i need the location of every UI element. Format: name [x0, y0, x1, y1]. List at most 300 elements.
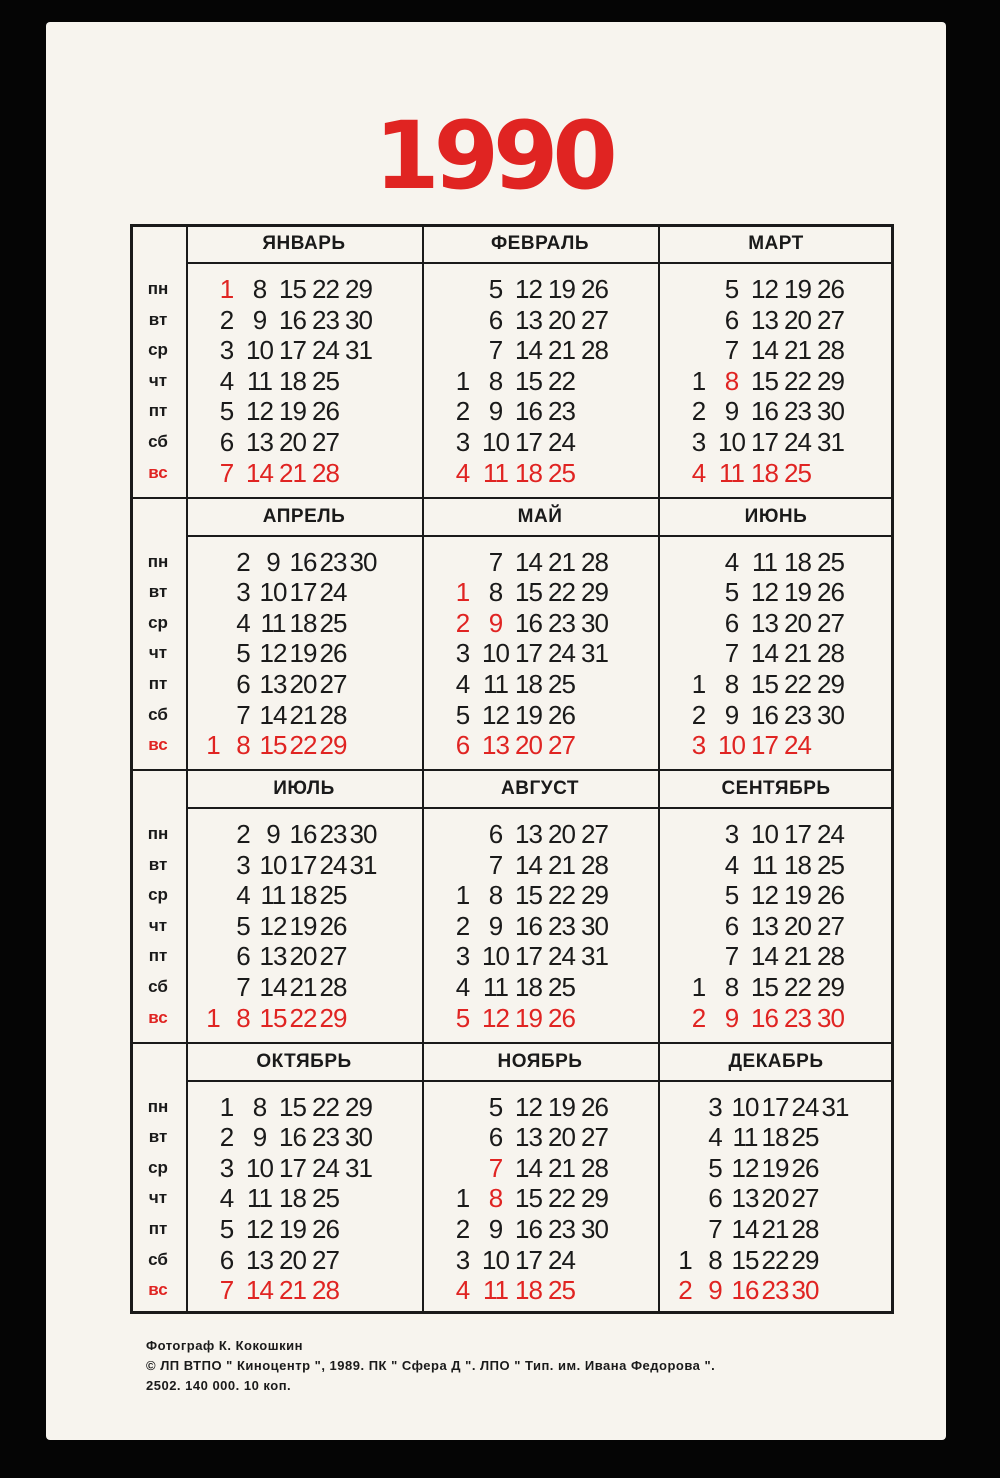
day-cell: 13 — [246, 1244, 273, 1275]
day-cell: 12 — [751, 274, 778, 304]
day-cell: 28 — [581, 546, 608, 577]
day-cell: 30 — [349, 819, 377, 849]
day-cell: 6 — [455, 730, 470, 761]
day-cell: 9 — [488, 396, 503, 427]
day-cell: 22 — [548, 880, 575, 911]
day-cell: 26 — [817, 274, 844, 304]
day-cell: 23 — [548, 396, 575, 427]
day-cell: 1 — [455, 1183, 470, 1214]
day-cell: 28 — [817, 638, 844, 669]
day-cell: 14 — [246, 1275, 273, 1306]
day-cell: 30 — [581, 607, 608, 638]
day-cell: 29 — [581, 577, 608, 608]
day-cell: 28 — [312, 457, 339, 488]
day-cell: 5 — [455, 1002, 470, 1033]
day-cell: 13 — [246, 427, 273, 457]
day-cell: 9 — [724, 699, 739, 730]
day-cell: 6 — [219, 1244, 234, 1275]
day-cell: 15 — [515, 1183, 542, 1214]
day-cell: 25 — [784, 457, 811, 488]
day-cell: 6 — [236, 941, 250, 972]
day-cell: 5 — [236, 910, 250, 941]
weekday-label-1: вт — [148, 1127, 168, 1147]
month-title: СЕНТЯБРЬ — [721, 778, 831, 799]
day-cell: 6 — [488, 1122, 503, 1153]
day-cell: 20 — [279, 427, 306, 457]
day-cell: 23 — [548, 910, 575, 941]
weekday-label-1: вт — [148, 582, 168, 602]
day-cell: 28 — [791, 1213, 819, 1244]
month-title: ОКТЯБРЬ — [256, 1050, 352, 1072]
day-cell: 26 — [548, 699, 575, 730]
day-cell: 23 — [784, 1002, 811, 1033]
day-cell: 7 — [219, 1275, 234, 1306]
day-cell: 18 — [784, 849, 811, 880]
day-cell: 25 — [312, 365, 339, 396]
day-cell: 17 — [784, 819, 811, 849]
day-cell: 10 — [718, 427, 745, 457]
day-cell: 30 — [581, 910, 608, 941]
day-cell: 2 — [678, 1275, 692, 1306]
day-cell: 21 — [761, 1213, 789, 1244]
day-cell: 14 — [751, 638, 778, 669]
day-cell: 26 — [817, 880, 844, 911]
footer-credits — [146, 1336, 946, 1396]
day-cell: 17 — [751, 730, 778, 761]
day-cell: 8 — [236, 730, 250, 761]
day-cell: 3 — [691, 730, 706, 761]
day-cell: 13 — [515, 819, 542, 849]
day-cell: 2 — [691, 396, 706, 427]
day-cell: 13 — [259, 941, 287, 972]
day-cell: 19 — [784, 880, 811, 911]
day-cell: 10 — [482, 638, 509, 669]
day-cell: 24 — [312, 335, 339, 366]
day-cell: 8 — [724, 365, 739, 396]
weekday-label-6: вс — [148, 1280, 168, 1300]
day-cell: 8 — [488, 577, 503, 608]
day-cell: 26 — [312, 396, 339, 427]
day-cell: 2 — [455, 1213, 470, 1244]
day-cell: 19 — [548, 274, 575, 304]
day-cell: 21 — [548, 1152, 575, 1183]
day-cell: 15 — [259, 730, 287, 761]
day-cell: 3 — [455, 638, 470, 669]
month-title: АВГУСТ — [501, 778, 579, 799]
day-cell: 9 — [724, 1002, 739, 1033]
day-cell: 16 — [289, 819, 317, 849]
day-cell: 1 — [219, 274, 234, 304]
day-cell: 4 — [219, 365, 234, 396]
weekday-label-0: пн — [147, 279, 169, 298]
day-cell: 30 — [817, 699, 844, 730]
day-cell: 12 — [482, 699, 509, 730]
day-cell: 12 — [515, 274, 542, 304]
weekday-label-4: пт — [148, 1218, 168, 1238]
day-cell: 7 — [488, 1152, 503, 1183]
day-cell: 5 — [724, 274, 739, 304]
day-cell: 31 — [581, 638, 608, 669]
day-cell: 25 — [791, 1122, 819, 1153]
day-cell: 8 — [488, 1183, 503, 1214]
weekday-label-5: сб — [148, 977, 168, 996]
day-cell: 3 — [708, 1091, 722, 1122]
day-cell: 22 — [784, 365, 811, 396]
day-cell: 8 — [724, 972, 739, 1002]
day-cell: 22 — [312, 274, 339, 304]
day-cell: 12 — [482, 1002, 509, 1033]
day-cell: 16 — [515, 396, 542, 427]
day-cell: 6 — [488, 304, 503, 335]
day-cell: 16 — [515, 1213, 542, 1244]
day-cell: 7 — [708, 1213, 722, 1244]
day-cell: 8 — [488, 880, 503, 911]
day-cell: 27 — [548, 730, 575, 761]
day-cell: 16 — [515, 607, 542, 638]
day-cell: 6 — [724, 607, 739, 638]
day-cell: 15 — [279, 274, 306, 304]
day-cell: 6 — [236, 668, 250, 699]
day-cell: 7 — [724, 335, 739, 366]
day-cell: 29 — [581, 1183, 608, 1214]
day-cell: 4 — [724, 849, 739, 880]
day-cell: 29 — [319, 730, 347, 761]
day-cell: 12 — [751, 880, 778, 911]
day-cell: 14 — [259, 699, 287, 730]
day-cell: 20 — [784, 304, 811, 335]
day-cell: 3 — [219, 1152, 234, 1183]
day-cell: 30 — [345, 304, 372, 335]
day-cell: 27 — [581, 819, 608, 849]
weekday-label-5: сб — [148, 1249, 168, 1269]
day-cell: 27 — [791, 1183, 819, 1214]
day-cell: 10 — [259, 577, 287, 608]
day-cell: 18 — [279, 1183, 306, 1214]
day-cell: 10 — [259, 849, 287, 880]
day-cell: 9 — [266, 546, 280, 577]
month-title: МАЙ — [517, 505, 563, 527]
day-cell: 18 — [751, 457, 778, 488]
weekday-label-3: чт — [148, 915, 168, 935]
day-cell: 30 — [817, 1002, 844, 1033]
day-cell: 3 — [219, 335, 234, 366]
day-cell: 28 — [581, 335, 608, 366]
day-cell: 9 — [266, 819, 280, 849]
day-cell: 10 — [718, 730, 745, 761]
day-cell: 1 — [206, 730, 220, 761]
day-cell: 17 — [279, 335, 306, 366]
publisher-credit: © ЛП ВТПО " Киноцентр ", 1989. ПК " Сфера Д ". ЛПО " Тип. им. Ивана Федорова ". — [146, 1358, 716, 1373]
day-cell: 20 — [761, 1183, 789, 1214]
day-cell: 24 — [817, 819, 844, 849]
day-cell: 26 — [791, 1152, 819, 1183]
day-cell: 25 — [548, 668, 575, 699]
day-cell: 19 — [279, 1213, 306, 1244]
day-cell: 29 — [817, 668, 844, 699]
day-cell: 25 — [817, 546, 844, 577]
day-cell: 23 — [319, 819, 347, 849]
weekday-label-1: вт — [148, 854, 168, 874]
day-cell: 17 — [515, 638, 542, 669]
day-cell: 23 — [761, 1275, 789, 1306]
day-cell: 10 — [246, 1152, 273, 1183]
day-cell: 25 — [548, 1275, 575, 1306]
photographer-credit: Фотограф К. Кокошкин — [146, 1338, 303, 1353]
day-cell: 7 — [219, 457, 234, 488]
day-cell: 14 — [515, 546, 542, 577]
day-cell: 28 — [312, 1275, 339, 1306]
day-cell: 31 — [345, 335, 372, 366]
day-cell: 13 — [751, 910, 778, 941]
day-cell: 6 — [219, 427, 234, 457]
day-cell: 1 — [206, 1002, 220, 1033]
day-cell: 15 — [751, 972, 778, 1002]
day-cell: 13 — [751, 304, 778, 335]
day-cell: 14 — [751, 941, 778, 972]
day-cell: 11 — [483, 668, 508, 699]
day-cell: 15 — [279, 1091, 306, 1122]
year-title: 1990 — [374, 102, 612, 211]
month-title: ФЕВРАЛЬ — [490, 233, 590, 254]
day-cell: 2 — [219, 1122, 234, 1153]
day-cell: 26 — [548, 1002, 575, 1033]
day-cell: 5 — [724, 577, 739, 608]
weekday-label-6: вс — [148, 735, 168, 755]
day-cell: 24 — [548, 941, 575, 972]
day-cell: 27 — [312, 427, 339, 457]
day-cell: 3 — [455, 427, 470, 457]
day-cell: 15 — [515, 880, 542, 911]
day-cell: 31 — [821, 1091, 849, 1122]
day-cell: 22 — [548, 577, 575, 608]
day-cell: 22 — [548, 365, 575, 396]
day-cell: 12 — [751, 577, 778, 608]
day-cell: 11 — [260, 607, 286, 638]
day-cell: 2 — [691, 1002, 706, 1033]
day-cell: 27 — [319, 668, 347, 699]
day-cell: 20 — [515, 730, 542, 761]
day-cell: 26 — [817, 577, 844, 608]
day-cell: 19 — [279, 396, 306, 427]
day-cell: 3 — [236, 849, 250, 880]
day-cell: 8 — [724, 668, 739, 699]
day-cell: 20 — [548, 1122, 575, 1153]
day-cell: 12 — [515, 1091, 542, 1122]
day-cell: 24 — [548, 1244, 575, 1275]
day-cell: 24 — [791, 1091, 819, 1122]
weekday-label-4: пт — [148, 401, 168, 421]
day-cell: 5 — [724, 880, 739, 911]
day-cell: 20 — [784, 607, 811, 638]
day-cell: 26 — [312, 1213, 339, 1244]
month-header-divider — [186, 1080, 894, 1082]
day-cell: 19 — [784, 274, 811, 304]
day-cell: 8 — [236, 1002, 250, 1033]
day-cell: 9 — [488, 910, 503, 941]
day-cell: 4 — [236, 607, 250, 638]
day-cell: 31 — [817, 427, 844, 457]
day-cell: 2 — [455, 910, 470, 941]
month-header-divider — [186, 262, 894, 264]
day-cell: 21 — [548, 849, 575, 880]
day-cell: 11 — [752, 546, 777, 577]
day-cell: 15 — [259, 1002, 287, 1033]
day-cell: 2 — [219, 304, 234, 335]
day-cell: 2 — [455, 607, 470, 638]
day-cell: 23 — [312, 304, 339, 335]
month-title: ДЕКАБРЬ — [728, 1050, 824, 1072]
day-cell: 21 — [279, 457, 306, 488]
day-cell: 23 — [548, 1213, 575, 1244]
day-cell: 10 — [482, 1244, 509, 1275]
day-cell: 17 — [515, 941, 542, 972]
weekday-label-2: ср — [148, 885, 168, 905]
day-cell: 16 — [751, 396, 778, 427]
day-cell: 21 — [289, 699, 317, 730]
day-cell: 18 — [515, 457, 542, 488]
day-cell: 26 — [319, 910, 347, 941]
day-cell: 5 — [236, 638, 250, 669]
day-cell: 5 — [488, 1091, 503, 1122]
weekday-label-4: пт — [148, 946, 168, 966]
day-cell: 24 — [312, 1152, 339, 1183]
day-cell: 1 — [219, 1091, 234, 1122]
day-cell: 3 — [455, 1244, 470, 1275]
day-cell: 13 — [751, 607, 778, 638]
day-cell: 30 — [345, 1122, 372, 1153]
weekday-label-6: вс — [148, 462, 168, 482]
day-cell: 7 — [488, 335, 503, 366]
day-cell: 26 — [581, 1091, 608, 1122]
day-cell: 15 — [515, 365, 542, 396]
day-cell: 18 — [289, 880, 317, 911]
day-cell: 1 — [455, 577, 470, 608]
day-cell: 20 — [289, 941, 317, 972]
month-title: ИЮНЬ — [744, 505, 808, 527]
day-cell: 17 — [289, 577, 317, 608]
day-cell: 24 — [548, 638, 575, 669]
day-cell: 25 — [548, 972, 575, 1002]
day-cell: 5 — [219, 1213, 234, 1244]
day-cell: 18 — [761, 1122, 789, 1153]
day-cell: 11 — [483, 972, 508, 1002]
day-cell: 29 — [817, 365, 844, 396]
day-cell: 16 — [279, 1122, 306, 1153]
day-cell: 19 — [515, 699, 542, 730]
day-cell: 14 — [515, 849, 542, 880]
day-cell: 28 — [581, 849, 608, 880]
day-cell: 21 — [784, 335, 811, 366]
day-cell: 27 — [817, 607, 844, 638]
day-cell: 4 — [455, 972, 470, 1002]
day-cell: 7 — [724, 941, 739, 972]
day-cell: 12 — [246, 1213, 273, 1244]
quarter-divider — [130, 1042, 894, 1044]
day-cell: 25 — [312, 1183, 339, 1214]
day-cell: 7 — [236, 699, 250, 730]
day-cell: 9 — [252, 1122, 267, 1153]
day-cell: 18 — [515, 972, 542, 1002]
day-cell: 24 — [319, 849, 347, 880]
day-cell: 9 — [488, 1213, 503, 1244]
day-cell: 12 — [259, 638, 287, 669]
month-title: АПРЕЛЬ — [262, 505, 346, 527]
day-cell: 3 — [236, 577, 250, 608]
day-cell: 18 — [515, 1275, 542, 1306]
weekday-label-3: чт — [148, 643, 168, 663]
month-title: МАРТ — [748, 233, 804, 254]
day-cell: 21 — [548, 335, 575, 366]
day-cell: 20 — [289, 668, 317, 699]
day-cell: 20 — [279, 1244, 306, 1275]
day-cell: 16 — [515, 910, 542, 941]
day-cell: 8 — [252, 274, 267, 304]
day-cell: 19 — [784, 577, 811, 608]
day-cell: 1 — [455, 880, 470, 911]
day-cell: 25 — [548, 457, 575, 488]
day-cell: 29 — [345, 274, 372, 304]
day-cell: 14 — [515, 1152, 542, 1183]
day-cell: 22 — [761, 1244, 789, 1275]
day-cell: 7 — [488, 849, 503, 880]
day-cell: 10 — [482, 941, 509, 972]
day-cell: 2 — [236, 819, 250, 849]
day-cell: 5 — [219, 396, 234, 427]
day-cell: 4 — [455, 668, 470, 699]
day-cell: 5 — [488, 274, 503, 304]
quarter-divider — [130, 769, 894, 771]
day-cell: 14 — [259, 972, 287, 1002]
day-cell: 28 — [319, 699, 347, 730]
day-cell: 19 — [548, 1091, 575, 1122]
day-cell: 11 — [483, 457, 508, 488]
day-cell: 9 — [488, 607, 503, 638]
day-cell: 22 — [784, 972, 811, 1002]
day-cell: 9 — [724, 396, 739, 427]
day-cell: 28 — [817, 335, 844, 366]
day-cell: 25 — [319, 607, 347, 638]
day-cell: 19 — [289, 910, 317, 941]
day-cell: 18 — [784, 546, 811, 577]
day-cell: 20 — [548, 819, 575, 849]
day-cell: 13 — [482, 730, 509, 761]
month-header-divider — [186, 807, 894, 809]
day-cell: 6 — [488, 819, 503, 849]
day-cell: 30 — [791, 1275, 819, 1306]
day-cell: 9 — [708, 1275, 722, 1306]
day-cell: 30 — [349, 546, 377, 577]
day-cell: 28 — [817, 941, 844, 972]
day-cell: 29 — [345, 1091, 372, 1122]
month-title: ИЮЛЬ — [273, 778, 335, 799]
day-cell: 1 — [691, 365, 706, 396]
day-cell: 17 — [515, 427, 542, 457]
day-cell: 27 — [312, 1244, 339, 1275]
day-cell: 20 — [784, 910, 811, 941]
day-cell: 1 — [691, 972, 706, 1002]
day-cell: 17 — [761, 1091, 789, 1122]
day-cell: 9 — [252, 304, 267, 335]
day-cell: 2 — [455, 396, 470, 427]
weekday-label-5: сб — [148, 432, 168, 451]
day-cell: 10 — [482, 427, 509, 457]
day-cell: 25 — [319, 880, 347, 911]
day-cell: 26 — [581, 274, 608, 304]
day-cell: 7 — [488, 546, 503, 577]
day-cell: 3 — [455, 941, 470, 972]
day-cell: 27 — [581, 1122, 608, 1153]
weekday-label-4: пт — [148, 673, 168, 693]
